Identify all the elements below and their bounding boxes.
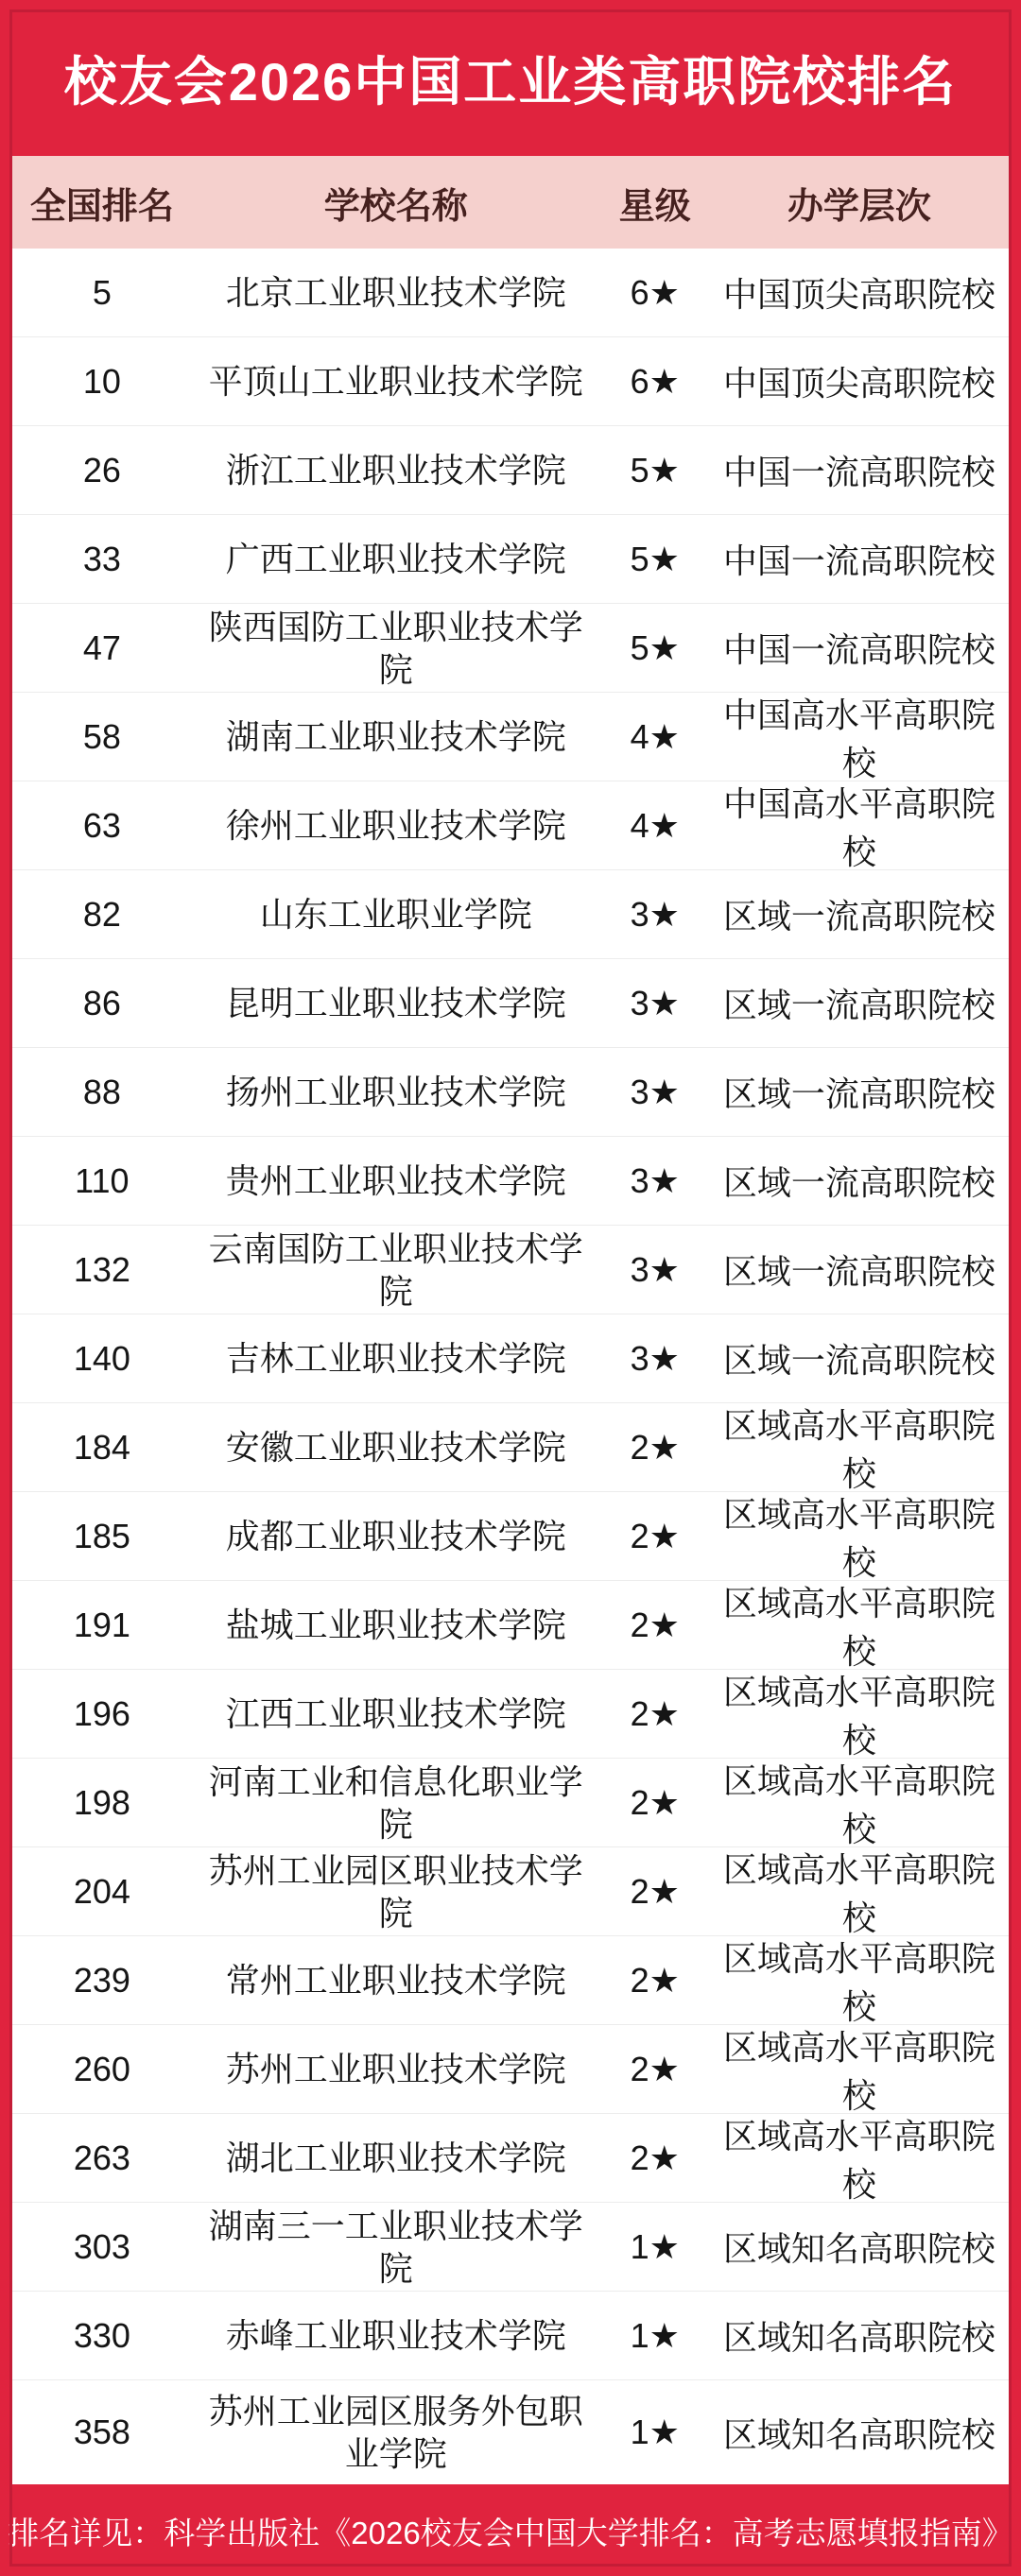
table-row — [12, 337, 1009, 426]
star-rating-cell: 5★ — [630, 539, 680, 578]
rank-cell: 26 — [82, 450, 121, 489]
table-row — [12, 1759, 1009, 1847]
rank-cell: 204 — [73, 1871, 130, 1911]
page-title: 校友会2026中国工业类高职院校排名 — [63, 51, 958, 112]
star-rating-cell: 4★ — [630, 716, 680, 756]
table-row — [12, 1936, 1009, 2025]
star-rating-cell: 2★ — [630, 1782, 680, 1822]
rank-cell: 303 — [73, 2226, 130, 2266]
school-name-cell: 苏州工业园区职业技术学院 — [208, 1850, 583, 1932]
level-cell: 区域一流高职院校 — [722, 1163, 995, 1202]
star-rating-cell: 2★ — [630, 1960, 680, 2000]
level-cell: 中国一流高职院校 — [722, 630, 995, 669]
rank-cell: 260 — [73, 2049, 130, 2088]
school-name-cell: 盐城工业职业技术学院 — [225, 1606, 566, 1644]
rank-cell: 239 — [73, 1960, 130, 2000]
table-row — [12, 2292, 1009, 2380]
table-row — [12, 1048, 1009, 1137]
rank-cell: 330 — [73, 2315, 130, 2355]
rank-cell: 358 — [73, 2413, 130, 2451]
table-body — [12, 249, 1009, 2484]
school-name-cell: 平顶山工业职业技术学院 — [208, 362, 583, 401]
level-cell: 中国一流高职院校 — [722, 453, 995, 491]
table-row — [12, 1492, 1009, 1581]
table-row — [12, 693, 1009, 781]
header-star-rating: 星级 — [618, 186, 691, 227]
level-cell: 区域一流高职院校 — [722, 897, 995, 936]
table-row — [12, 2203, 1009, 2292]
star-rating-cell: 2★ — [630, 2138, 680, 2177]
table-row — [12, 1226, 1009, 1314]
school-name-cell: 广西工业职业技术学院 — [225, 540, 566, 578]
school-name-cell: 苏州工业园区服务外包职业学院 — [208, 2392, 583, 2473]
school-name-cell: 昆明工业职业技术学院 — [225, 984, 566, 1022]
level-cell: 区域高水平高职院校 — [722, 2027, 995, 2115]
table-row — [12, 1581, 1009, 1670]
header-school-level: 办学层次 — [787, 186, 931, 227]
rank-cell: 5 — [92, 272, 112, 312]
star-rating-cell: 3★ — [630, 1072, 680, 1111]
star-rating-cell: 3★ — [630, 1338, 680, 1378]
school-name-cell: 吉林工业职业技术学院 — [225, 1339, 566, 1378]
rank-cell: 198 — [73, 1782, 130, 1822]
school-name-cell: 常州工业职业技术学院 — [225, 1961, 566, 2000]
school-name-cell: 徐州工业职业技术学院 — [225, 806, 566, 845]
star-rating-cell: 2★ — [630, 1871, 680, 1911]
school-name-cell: 浙江工业职业技术学院 — [225, 451, 566, 489]
level-cell: 中国高水平高职院校 — [722, 695, 995, 782]
star-rating-cell: 1★ — [630, 2226, 680, 2266]
level-cell: 区域高水平高职院校 — [722, 1494, 995, 1582]
rank-cell: 88 — [82, 1072, 121, 1111]
header-national-rank: 全国排名 — [29, 186, 174, 227]
school-name-cell: 陕西国防工业职业技术学院 — [208, 607, 583, 689]
rank-cell: 140 — [73, 1338, 130, 1378]
ranking-table — [12, 156, 1009, 2484]
table-row — [12, 2114, 1009, 2203]
table-row — [12, 1670, 1009, 1759]
title-banner — [0, 0, 1021, 156]
star-rating-cell: 4★ — [630, 805, 680, 845]
rank-cell: 10 — [82, 361, 121, 401]
star-rating-cell: 6★ — [630, 361, 680, 401]
table-row — [12, 870, 1009, 959]
star-rating-cell: 2★ — [630, 1516, 680, 1555]
school-name-cell: 河南工业和信息化职业学院 — [208, 1761, 583, 1844]
level-cell: 区域高水平高职院校 — [722, 1938, 995, 2026]
level-cell: 区域一流高职院校 — [722, 986, 995, 1024]
school-name-cell: 江西工业职业技术学院 — [225, 1694, 566, 1733]
school-name-cell: 扬州工业职业技术学院 — [225, 1073, 566, 1111]
star-rating-cell: 1★ — [630, 2315, 680, 2355]
rank-cell: 82 — [82, 894, 121, 934]
footer-note: 排名详见：科学出版社《2026校友会中国大学排名：高考志愿填报指南》 — [8, 2515, 1013, 2550]
table-row — [12, 515, 1009, 604]
star-rating-cell: 2★ — [630, 1427, 680, 1467]
rank-cell: 191 — [73, 1605, 130, 1644]
table-header-row — [12, 156, 1009, 249]
rank-cell: 263 — [73, 2138, 130, 2177]
school-name-cell: 山东工业职业学院 — [259, 895, 532, 934]
level-cell: 区域一流高职院校 — [722, 1252, 995, 1291]
rank-cell: 184 — [73, 1427, 130, 1467]
star-rating-cell: 3★ — [630, 1249, 680, 1289]
table-row — [12, 1847, 1009, 1936]
level-cell: 区域高水平高职院校 — [722, 1405, 995, 1493]
level-cell: 区域一流高职院校 — [722, 1341, 995, 1380]
school-name-cell: 赤峰工业职业技术学院 — [225, 2316, 566, 2355]
star-rating-cell: 5★ — [630, 627, 680, 667]
table-row — [12, 426, 1009, 515]
rank-cell: 33 — [82, 539, 121, 578]
table-row — [12, 604, 1009, 693]
star-rating-cell: 2★ — [630, 1605, 680, 1644]
school-name-cell: 湖北工业职业技术学院 — [225, 2138, 566, 2177]
level-cell: 区域高水平高职院校 — [722, 1583, 995, 1671]
level-cell: 区域高水平高职院校 — [722, 2116, 995, 2204]
rank-cell: 185 — [73, 1516, 130, 1555]
star-rating-cell: 2★ — [630, 2049, 680, 2088]
school-name-cell: 成都工业职业技术学院 — [225, 1517, 566, 1555]
table-row — [12, 959, 1009, 1048]
rank-cell: 132 — [73, 1249, 130, 1289]
school-name-cell: 云南国防工业职业技术学院 — [208, 1228, 583, 1311]
table-row — [12, 2380, 1009, 2484]
star-rating-cell: 3★ — [630, 1160, 680, 1200]
rank-cell: 63 — [82, 805, 121, 845]
level-cell: 中国高水平高职院校 — [722, 783, 995, 871]
school-name-cell: 安徽工业职业技术学院 — [225, 1428, 566, 1467]
rank-cell: 196 — [73, 1693, 130, 1733]
level-cell: 区域知名高职院校 — [722, 2318, 995, 2357]
star-rating-cell: 5★ — [630, 450, 680, 489]
table-row — [12, 1314, 1009, 1403]
level-cell: 区域知名高职院校 — [722, 2414, 995, 2454]
table-row — [12, 781, 1009, 870]
level-cell: 中国一流高职院校 — [722, 541, 995, 580]
header-school-name: 学校名称 — [323, 186, 468, 227]
table-row — [12, 249, 1009, 337]
level-cell: 区域知名高职院校 — [722, 2229, 995, 2268]
level-cell: 区域高水平高职院校 — [722, 1672, 995, 1760]
star-rating-cell: 2★ — [630, 1693, 680, 1733]
level-cell: 中国顶尖高职院校 — [722, 275, 995, 314]
star-rating-cell: 3★ — [630, 983, 680, 1022]
school-name-cell: 湖南三一工业职业技术学院 — [208, 2206, 583, 2288]
star-rating-cell: 3★ — [630, 894, 680, 934]
star-rating-cell: 1★ — [630, 2413, 680, 2451]
school-name-cell: 贵州工业职业技术学院 — [225, 1161, 566, 1200]
level-cell: 区域高水平高职院校 — [722, 1760, 995, 1848]
table-row — [12, 2025, 1009, 2114]
star-rating-cell: 6★ — [630, 272, 680, 312]
level-cell: 区域一流高职院校 — [722, 1074, 995, 1113]
footer-note-bar — [0, 2484, 1021, 2576]
rank-cell: 58 — [82, 716, 121, 756]
school-name-cell: 湖南工业职业技术学院 — [225, 717, 566, 756]
rank-cell: 86 — [82, 983, 121, 1022]
level-cell: 中国顶尖高职院校 — [722, 364, 995, 403]
rank-cell: 110 — [75, 1160, 130, 1200]
level-cell: 区域高水平高职院校 — [722, 1849, 995, 1937]
school-name-cell: 苏州工业职业技术学院 — [225, 2050, 566, 2088]
school-name-cell: 北京工业职业技术学院 — [225, 273, 566, 312]
table-row — [12, 1137, 1009, 1226]
table-row — [12, 1403, 1009, 1492]
rank-cell: 47 — [82, 627, 121, 667]
